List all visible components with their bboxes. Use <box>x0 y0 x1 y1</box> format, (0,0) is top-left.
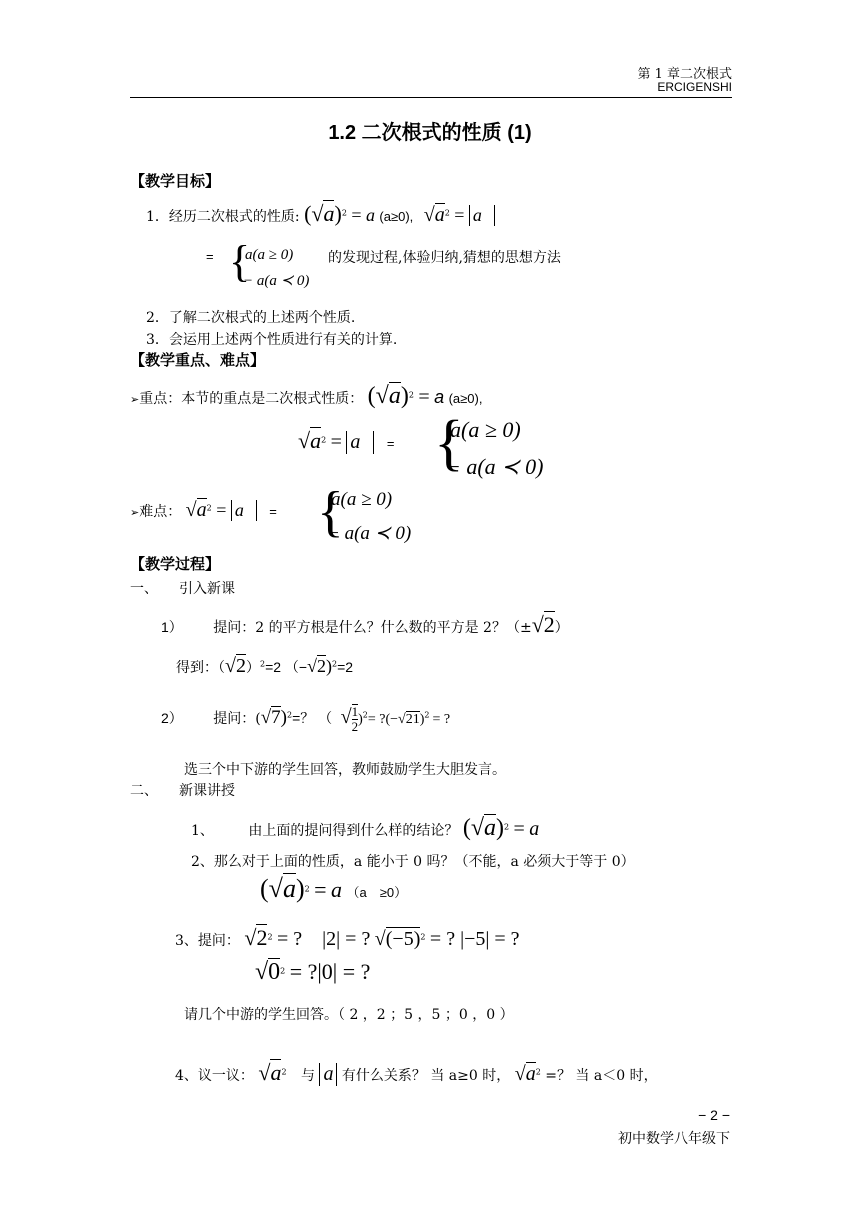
sqrt-2-c: √2) <box>307 656 332 676</box>
hardpoint-line: ➢难点： $√a^2 = a$ = <box>130 499 277 521</box>
goal-3: 3．会运用上述两个性质进行有关的计算. <box>146 332 398 348</box>
page-title: 1.2 二次根式的性质 (1) <box>328 122 532 144</box>
q2-text: 提问：( <box>213 711 261 727</box>
q1-end: ） <box>554 620 569 636</box>
q2-mid: =？ （ <box>292 710 333 726</box>
q2-mid2: = ?(− <box>367 712 399 727</box>
var-a-3: a <box>529 818 540 840</box>
q2-number: 2） <box>161 710 183 726</box>
var-a-4: a <box>331 877 343 902</box>
q1-number: 1） <box>161 619 183 635</box>
goal-1-text: 1．经历二次根式的性质: <box>146 209 300 225</box>
result-eq2: =2 <box>337 659 354 675</box>
eq-sign-4: = <box>418 386 430 408</box>
case-pos-2: a(a ≥ 0) <box>450 417 521 442</box>
page-number: − 2 − <box>698 1107 730 1123</box>
q2-end: = ? <box>432 712 451 727</box>
case-neg-1: − a(a ≺ 0) <box>243 273 310 289</box>
sqrt-half: √ <box>340 706 352 728</box>
step-3-line2: $√0^2$ = ?|0| = ? <box>255 959 371 985</box>
brace-2: { <box>434 409 464 477</box>
formula-sqrt-a-squared-2: (√a) <box>367 383 409 409</box>
eq-sign-3: = <box>206 249 214 264</box>
s3-expr2: = ? |−5| = ? <box>429 928 520 950</box>
abs-a: a <box>469 205 495 226</box>
eq-sign-8: = <box>269 504 277 519</box>
case-neg-2: − a(a ≺ 0) <box>446 454 544 479</box>
question-2: 2） 提问：$(√7)^2=$？ （ √ $\frac{1}{2}$ )$^2= ?(-√21)^2$ = ? <box>161 704 451 734</box>
keypoint-cond: (a≥0), <box>448 391 483 406</box>
result-line: 得到：$(√2)^2=2$ （−√2)$^2$=2 <box>176 655 354 677</box>
brace-3: { <box>317 481 344 543</box>
var-a: a <box>365 205 375 225</box>
eq-sign-6: = <box>386 436 395 451</box>
fraction-half: $\frac{1}{2}$ <box>351 704 359 734</box>
s4-rel: 有什么关系？ 当 a≥0 时， <box>341 1068 511 1084</box>
hardpoint-text: 难点： <box>139 504 182 520</box>
s3-line2: = ?|0| = ? <box>289 959 371 984</box>
goal-1-tail: 的发现过程,体验归纳,猜想的思想方法 <box>328 250 561 266</box>
s3-expr: = ? |2| = ? <box>277 928 371 950</box>
sqrt-2-b: √2 <box>225 655 246 677</box>
goal-1: 1．经历二次根式的性质: $(√a)^2 = a$ (a≥0), $√a^2 = a$ <box>146 201 495 227</box>
keypoint-line: ➢重点：本节的重点是二次根式性质： $(√a)^2 = a$ (a≥0), <box>130 383 483 409</box>
eq-sign: = <box>351 205 362 225</box>
sqrt-7: √7) <box>260 707 287 728</box>
step-2-formula: $(√a)^2 = a$ （a ≥0） <box>260 874 408 903</box>
step-1: 1、 由上面的提问得到什么样的结论？ $(√a)^2 = a$ <box>191 815 540 841</box>
header-rule <box>130 97 732 98</box>
s2-cond: （a ≥0） <box>346 885 408 900</box>
header-chapter: 第 1 章二次根式 <box>637 67 732 82</box>
sqrt-2-squared: √2 <box>244 925 268 950</box>
ask-students: 请几个中游的学生回答。（ 2 ，2 ；5 ，5 ；0 ，0 ） <box>184 1007 514 1023</box>
s3-text: 3、提问： <box>175 933 240 949</box>
result-close: ） <box>245 660 260 676</box>
goal-2: 2．了解二次根式的上述两个性质. <box>146 310 356 326</box>
s4-end: =？ 当 a＜0 时， <box>545 1068 658 1084</box>
step-3: 3、提问： $√2^2$ = ? |2| = ? $√(-5)^2$ = ? |−5| = ? <box>175 925 520 950</box>
arrow-bullet-icon-2: ➢ <box>130 506 140 519</box>
q1-text: 提问：2 的平方根是什么？什么数的平方是 2？（± <box>213 620 532 636</box>
sqrt-neg5-squared: √(−5) <box>374 928 421 950</box>
formula-sqrt-a2-3: √a <box>185 499 207 521</box>
formula-sqrt-a2: √a <box>423 204 445 226</box>
eq-sign-2: = <box>454 205 465 225</box>
formula-sqrt-a-squared: (√a) <box>304 201 342 226</box>
case-pos-3: a(a ≥ 0) <box>331 489 393 510</box>
arrow-bullet-icon: ➢ <box>130 393 140 406</box>
eq-sign-10: = <box>314 877 327 902</box>
part-2-heading: 二、 新课讲授 <box>130 783 235 799</box>
s4-text: 4、议一议： <box>175 1068 254 1084</box>
step-4: 4、议一议： $√a^2$ 与 a 有什么关系？ 当 a≥0 时， $√a^2$ =？ 当 a＜0 时， <box>175 1060 658 1085</box>
part-1-heading: 一、 引入新课 <box>130 581 235 597</box>
abs-a-3: a <box>231 500 257 521</box>
sqrt-21: √21) <box>398 712 425 727</box>
result-label: 得到：（ <box>176 660 225 676</box>
sqrt-a2-4: √a <box>258 1060 282 1085</box>
header-pinyin: ERCIGENSHI <box>657 80 732 94</box>
footer-book: 初中数学八年级下 <box>618 1131 730 1147</box>
abs-a-2: a <box>346 431 374 454</box>
sqrt-a2-5: √a <box>514 1063 536 1085</box>
section-process: 【教学过程】 <box>130 555 221 573</box>
select-students: 选三个中下游的学生回答，教师鼓励学生大胆发言。 <box>184 762 506 778</box>
s1-number: 1、 <box>191 823 214 839</box>
formula-sqrt-a2-2: √a <box>298 428 322 453</box>
eq-sign-9: = <box>513 818 525 840</box>
eq-sign-5: = <box>330 431 342 453</box>
abs-a-4: a <box>319 1063 337 1086</box>
step-2: 2、那么对于上面的性质，a 能小于 0 吗？（不能，a 必须大于等于 0） <box>191 854 635 870</box>
goal-1-cond: (a≥0), <box>379 209 414 224</box>
result-eq1: =2 （− <box>265 659 308 675</box>
s4-mid: 与 <box>301 1068 315 1084</box>
case-neg-3: − a(a ≺ 0) <box>327 523 412 544</box>
brace-1: { <box>229 237 251 286</box>
formula-sqrt-a-squared-3: (√a) <box>462 815 504 841</box>
eq-sign-7: = <box>216 500 227 520</box>
keypoint-text: 重点：本节的重点是二次根式性质： <box>139 391 364 407</box>
sqrt-0-squared: √0 <box>255 959 281 985</box>
var-a-2: a <box>434 387 445 407</box>
case-pos-1: a(a ≥ 0) <box>245 247 294 263</box>
s1-text: 由上面的提问得到什么样的结论？ <box>248 823 459 839</box>
section-goals: 【教学目标】 <box>130 172 221 190</box>
section-keypoints: 【教学重点、难点】 <box>130 351 266 369</box>
keypoint-formula: $√a^2 = a$ = <box>298 428 395 453</box>
question-1 <box>161 612 569 638</box>
formula-sqrt-a-squared-4: (√a) <box>260 874 305 903</box>
sqrt-2: √2 <box>531 612 555 637</box>
